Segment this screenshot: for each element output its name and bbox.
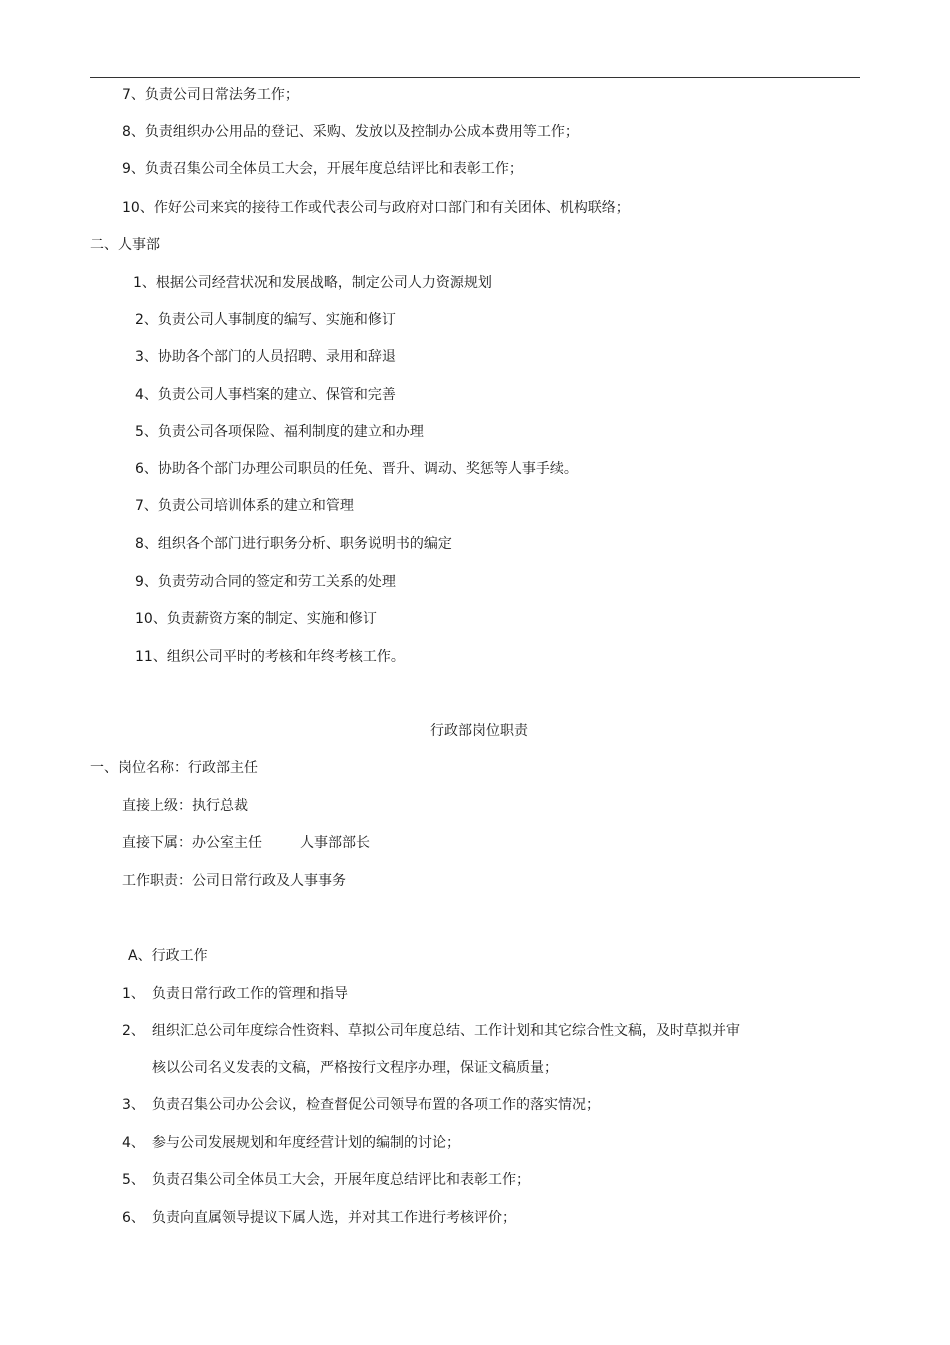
subordinate-2: 人事部部长 (300, 835, 370, 851)
list-item: 6、协助各个部门办理公司职员的任免、晋升、调动、奖惩等人事手续。 (135, 461, 578, 477)
direct-superior: 直接上级：执行总裁 (122, 798, 248, 814)
list-item-number: 1、 (122, 986, 145, 1002)
list-item: 负责召集公司办公会议，检查督促公司领导布置的各项工作的落实情况； (152, 1097, 600, 1113)
header-rule (90, 77, 860, 78)
list-item: 7、负责公司日常法务工作； (122, 87, 299, 103)
list-item: 9、负责召集公司全体员工大会，开展年度总结评比和表彰工作； (122, 161, 523, 177)
list-item: 参与公司发展规划和年度经营计划的编制的讨论； (152, 1135, 460, 1151)
job-duty: 工作职责：公司日常行政及人事事务 (122, 873, 346, 889)
list-item: 8、负责组织办公用品的登记、采购、发放以及控制办公成本费用等工作； (122, 124, 579, 140)
list-item-number: 2、 (122, 1023, 145, 1039)
list-item: 负责向直属领导提议下属人选，并对其工作进行考核评价； (152, 1210, 516, 1226)
document-title: 行政部岗位职责 (430, 723, 528, 739)
list-item: 10、作好公司来宾的接待工作或代表公司与政府对口部门和有关团体、机构联络； (122, 200, 630, 216)
list-item: 1、根据公司经营状况和发展战略，制定公司人力资源规划 (133, 275, 492, 291)
list-item: 10、负责薪资方案的制定、实施和修订 (135, 611, 377, 627)
list-item: 3、协助各个部门的人员招聘、录用和辞退 (135, 349, 396, 365)
list-item-number: 5、 (122, 1172, 145, 1188)
list-item: 11、组织公司平时的考核和年终考核工作。 (135, 649, 405, 665)
list-item: 9、负责劳动合同的签定和劳工关系的处理 (135, 574, 396, 590)
list-item: 4、负责公司人事档案的建立、保管和完善 (135, 387, 396, 403)
list-item: 7、负责公司培训体系的建立和管理 (135, 498, 354, 514)
section-heading: 二、人事部 (90, 237, 160, 253)
subordinate-1: 直接下属：办公室主任 (122, 835, 262, 851)
list-item: 负责日常行政工作的管理和指导 (152, 986, 348, 1002)
list-item: 组织汇总公司年度综合性资料、草拟公司年度总结、工作计划和其它综合性文稿，及时草拟并审 (152, 1023, 740, 1039)
list-item-number: 3、 (122, 1097, 145, 1113)
position-heading: 一、岗位名称：行政部主任 (90, 760, 258, 776)
list-item: 8、组织各个部门进行职务分析、职务说明书的编定 (135, 536, 452, 552)
subsection-heading: A、行政工作 (128, 948, 208, 964)
list-item: 2、负责公司人事制度的编写、实施和修订 (135, 312, 396, 328)
list-item: 负责召集公司全体员工大会，开展年度总结评比和表彰工作； (152, 1172, 530, 1188)
list-item: 5、负责公司各项保险、福利制度的建立和办理 (135, 424, 424, 440)
list-item-number: 6、 (122, 1210, 145, 1226)
list-item-continuation: 核以公司名义发表的文稿，严格按行文程序办理，保证文稿质量； (152, 1060, 558, 1076)
list-item-number: 4、 (122, 1135, 145, 1151)
direct-subordinates (122, 834, 370, 852)
